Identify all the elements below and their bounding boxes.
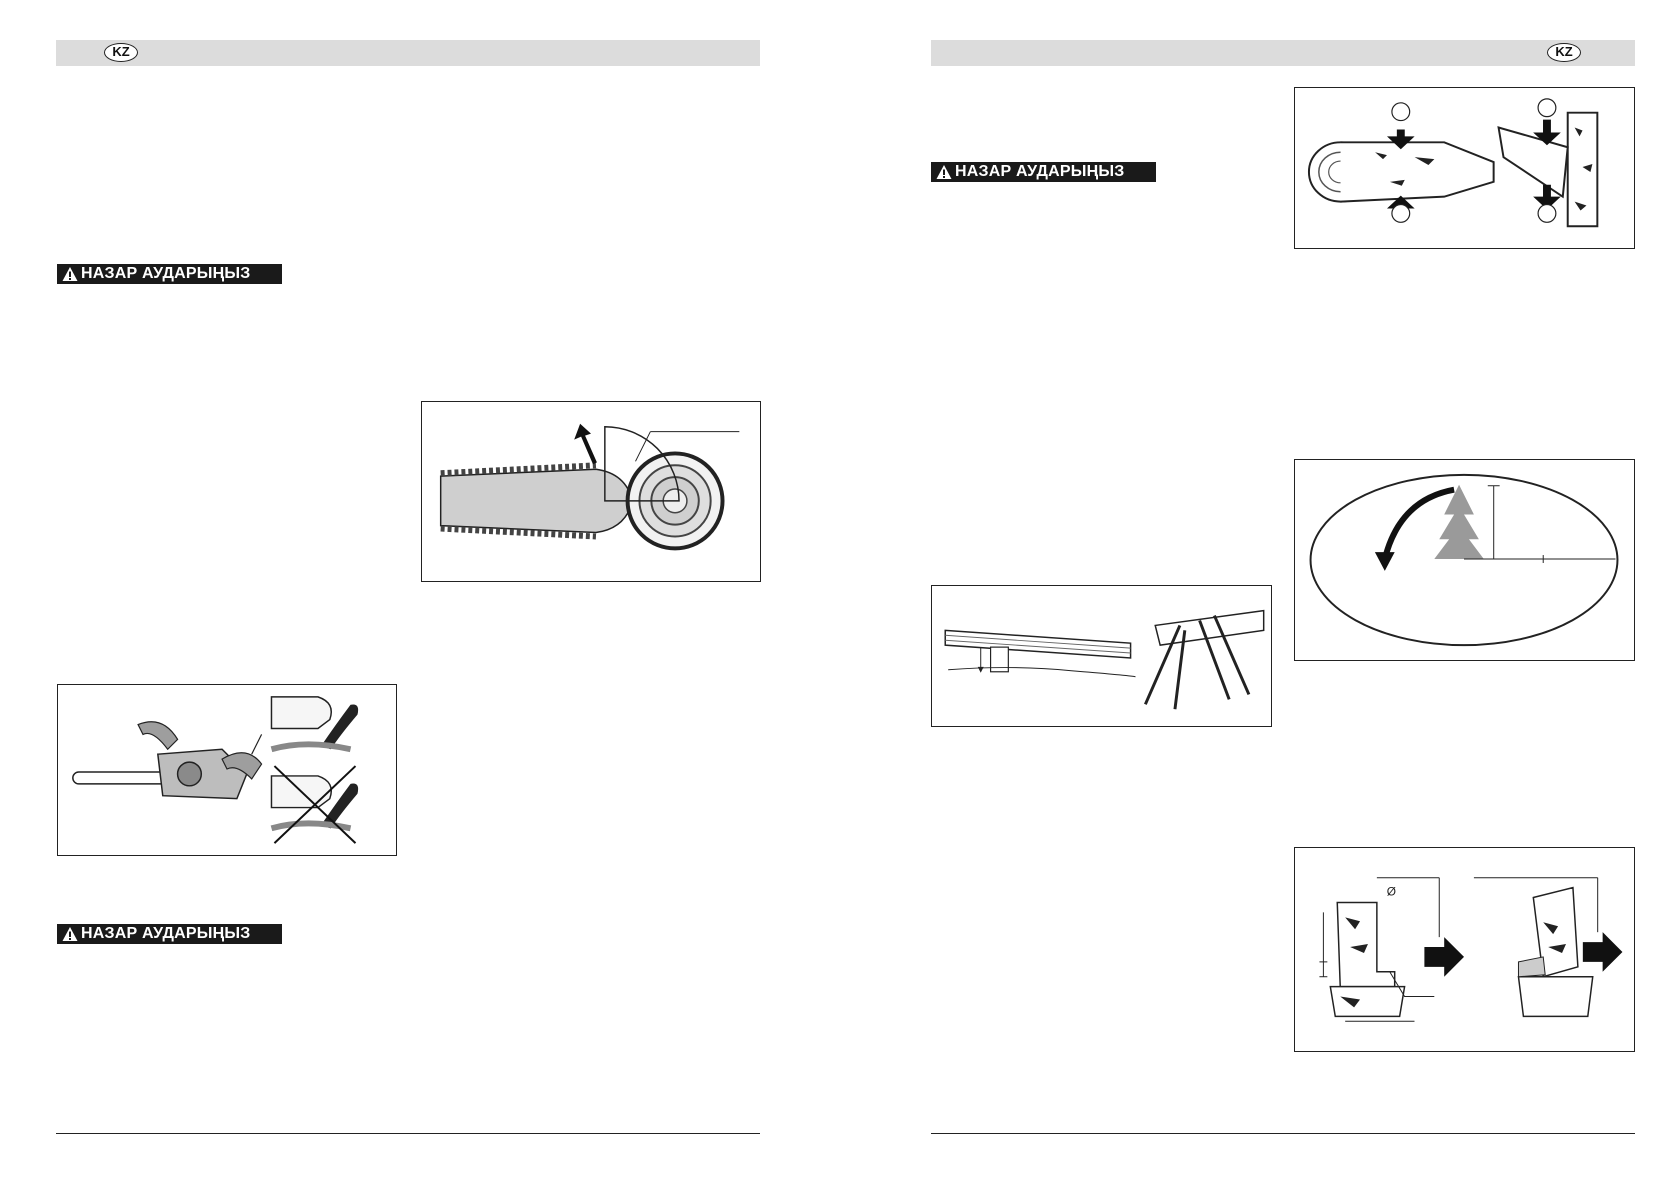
- felling-zone-figure: [1294, 459, 1635, 661]
- warning-triangle-icon: [936, 164, 952, 180]
- left-page-header: [56, 40, 760, 66]
- felling-notch-drawing: [1295, 848, 1634, 1051]
- felling-notch-figure: [1294, 847, 1635, 1052]
- left-page-bottom-rule: [56, 1133, 760, 1134]
- warning-text: НАЗАР АУДАРЫҢЫЗ: [955, 163, 1125, 180]
- log-cut-direction-drawing: [1295, 88, 1634, 248]
- log-support-figure: [931, 585, 1272, 727]
- warning-triangle-icon: [62, 926, 78, 942]
- kickback-zone-figure: [421, 401, 761, 582]
- warning-text: НАЗАР АУДАРЫҢЫЗ: [81, 265, 251, 282]
- felling-distance-drawing: [1295, 460, 1634, 660]
- chainsaw-grip-drawing: [58, 685, 396, 855]
- left-warning-label-2: [57, 924, 282, 944]
- chainsaw-bar-kickback-drawing: [422, 402, 760, 581]
- right-language-badge: KZ: [1547, 43, 1581, 62]
- right-page-header: [931, 40, 1635, 66]
- left-warning-label-1: [57, 264, 282, 284]
- right-page-bottom-rule: [931, 1133, 1635, 1134]
- diameter-symbol: Ø: [1386, 884, 1397, 899]
- log-on-sawhorse-drawing: [932, 586, 1271, 726]
- right-warning-label-1: [931, 162, 1156, 182]
- chainsaw-grip-figure: [57, 684, 397, 856]
- log-cutting-figure: [1294, 87, 1635, 249]
- left-language-badge: KZ: [104, 43, 138, 62]
- warning-text: НАЗАР АУДАРЫҢЫЗ: [81, 925, 251, 942]
- warning-triangle-icon: [62, 266, 78, 282]
